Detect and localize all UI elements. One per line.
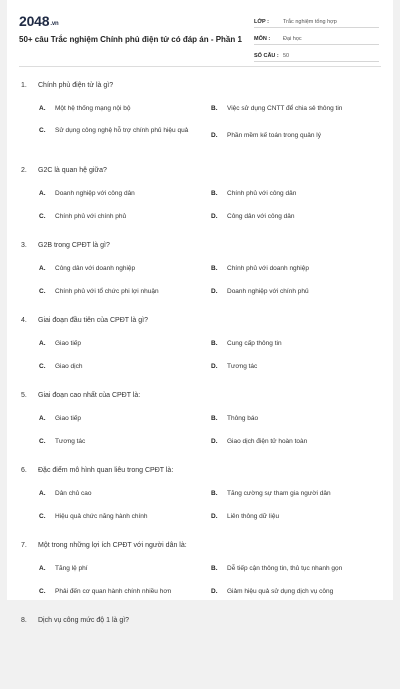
option-d[interactable] <box>211 512 279 521</box>
question-number: 3. <box>21 242 27 249</box>
option-letter: D. <box>211 513 218 520</box>
option-b[interactable] <box>211 489 331 498</box>
question-number: 8. <box>21 617 27 624</box>
option-text: Cung cấp thông tin <box>227 340 282 347</box>
document-header <box>7 0 393 66</box>
question-prompt: G2B trong CPĐT là gì? <box>38 242 110 249</box>
option-c[interactable] <box>39 437 85 446</box>
option-d[interactable] <box>211 437 307 446</box>
option-letter: B. <box>211 565 218 572</box>
option-text: Dễ tiếp cận thông tin, thủ tục nhanh gọn <box>227 565 343 572</box>
option-b[interactable] <box>211 104 342 113</box>
option-b[interactable] <box>211 564 342 573</box>
option-text: Chính phủ với tổ chức phi lợi nhuận <box>55 288 159 295</box>
question-number: 7. <box>21 542 27 549</box>
option-letter: B. <box>211 415 218 422</box>
option-d[interactable] <box>211 212 295 221</box>
option-c[interactable] <box>39 362 82 371</box>
option-text: Chính phủ với doanh nghiệp <box>227 265 309 272</box>
option-letter: A. <box>39 340 46 347</box>
meta-label: MÔN : <box>254 36 271 42</box>
question-list <box>7 79 393 689</box>
meta-label: SỐ CÂU : <box>254 53 279 59</box>
question-2 <box>7 164 393 239</box>
question-5 <box>7 389 393 464</box>
option-text: Giao dịch điện tử hoàn toàn <box>227 438 308 445</box>
option-text: Tăng lệ phí <box>55 565 88 572</box>
question-number: 1. <box>21 82 27 89</box>
option-text: Tương tác <box>227 363 258 370</box>
question-8 <box>7 614 393 689</box>
meta-row-count <box>254 47 379 62</box>
question-7 <box>7 539 393 614</box>
meta-value: Đại học <box>283 36 302 42</box>
option-text: Công dân với doanh nghiệp <box>55 265 136 272</box>
option-c[interactable] <box>39 587 171 596</box>
question-4 <box>7 314 393 389</box>
option-text: Tăng cường sự tham gia người dân <box>227 490 331 497</box>
option-letter: C. <box>39 213 46 220</box>
option-letter: A. <box>39 190 46 197</box>
option-text: Chính phủ với công dân <box>227 190 297 197</box>
option-text: Hiệu quả chức năng hành chính <box>55 513 148 520</box>
option-text: Một hệ thống mạng nội bộ <box>55 105 131 112</box>
header-divider <box>19 66 381 67</box>
meta-row-class <box>254 13 379 28</box>
option-letter: C. <box>39 363 46 370</box>
option-a[interactable] <box>39 189 135 198</box>
option-a[interactable] <box>39 564 88 573</box>
option-b[interactable] <box>211 264 309 273</box>
question-number: 5. <box>21 392 27 399</box>
option-letter: B. <box>211 105 218 112</box>
option-c[interactable] <box>39 126 195 135</box>
option-letter: C. <box>39 288 46 295</box>
logo-text: 2048 <box>19 13 50 29</box>
option-c[interactable] <box>39 212 126 221</box>
option-text: Doanh nghiệp với công dân <box>55 190 135 197</box>
meta-label: LỚP : <box>254 19 269 25</box>
option-letter: A. <box>39 105 46 112</box>
document-meta <box>254 13 379 64</box>
option-b[interactable] <box>211 414 258 423</box>
option-letter: A. <box>39 415 46 422</box>
option-d[interactable] <box>211 131 321 140</box>
meta-row-subject <box>254 30 379 45</box>
question-text <box>21 464 393 478</box>
option-letter: D. <box>211 438 218 445</box>
option-letter: D. <box>211 588 218 595</box>
question-1 <box>7 79 393 164</box>
question-prompt: Dịch vụ công mức độ 1 là gì? <box>38 617 130 624</box>
option-c[interactable] <box>39 512 148 521</box>
option-letter: C. <box>39 127 46 134</box>
logo-domain: .vn <box>50 21 59 27</box>
option-text: Dân chủ cao <box>55 490 92 497</box>
option-letter: D. <box>211 288 218 295</box>
question-text <box>21 539 393 553</box>
question-6 <box>7 464 393 539</box>
option-b[interactable] <box>211 339 282 348</box>
option-letter: B. <box>211 340 218 347</box>
question-prompt: Đặc điểm mô hình quan liêu trong CPĐT là: <box>38 467 174 474</box>
question-3 <box>7 239 393 314</box>
option-c[interactable] <box>39 287 159 296</box>
option-letter: B. <box>211 190 218 197</box>
option-letter: B. <box>211 265 218 272</box>
question-number: 6. <box>21 467 27 474</box>
question-prompt: Giai đoạn cao nhất của CPĐT là: <box>38 392 141 399</box>
option-letter: D. <box>211 363 218 370</box>
question-text <box>21 389 393 403</box>
document-title: 50+ câu Trắc nghiệm Chính phủ điện tử có đáp án - Phần 1 <box>19 35 242 44</box>
option-d[interactable] <box>211 287 309 296</box>
question-number: 2. <box>21 167 27 174</box>
option-letter: C. <box>39 438 46 445</box>
document-page <box>7 0 393 624</box>
option-letter: D. <box>211 132 218 139</box>
option-letter: A. <box>39 565 46 572</box>
option-letter: B. <box>211 490 218 497</box>
question-text <box>21 314 393 328</box>
option-text: Giao dịch <box>55 363 83 370</box>
option-text: Chính phủ với chính phủ <box>55 213 127 220</box>
option-text: Việc sử dụng CNTT để chia sẻ thông tin <box>227 105 343 112</box>
site-logo[interactable] <box>19 13 58 29</box>
question-prompt: Chính phủ điện tử là gì? <box>38 82 114 89</box>
option-text: Giao tiếp <box>55 415 82 422</box>
option-text: Doanh nghiệp với chính phủ <box>227 288 309 295</box>
question-number: 4. <box>21 317 27 324</box>
option-text: Giảm hiệu quả sử dụng dịch vụ công <box>227 588 334 595</box>
option-text: Phần mềm kế toán trong quản lý <box>227 132 321 139</box>
option-text: Tương tác <box>55 438 86 445</box>
option-letter: A. <box>39 265 46 272</box>
option-a[interactable] <box>39 264 135 273</box>
option-text: Thông báo <box>227 415 259 422</box>
meta-value: 50 <box>283 53 290 59</box>
option-a[interactable] <box>39 104 131 113</box>
option-b[interactable] <box>211 189 296 198</box>
option-letter: C. <box>39 513 46 520</box>
option-d[interactable] <box>211 362 257 371</box>
option-text: Phải đến cơ quan hành chính nhiều hơn <box>55 588 172 595</box>
question-prompt: Một trong những lợi ích CPĐT với người dân là: <box>38 542 187 549</box>
option-letter: A. <box>39 490 46 497</box>
option-text: Giao tiếp <box>55 340 82 347</box>
option-a[interactable] <box>39 339 81 348</box>
meta-value: Trắc nghiệm tổng hợp <box>283 19 337 25</box>
option-letter: D. <box>211 213 218 220</box>
question-prompt: Giai đoạn đầu tiên của CPĐT là gì? <box>38 317 148 324</box>
option-text: Sử dụng công nghệ hỗ trợ chính phủ hiệu quả <box>55 127 189 134</box>
option-a[interactable] <box>39 489 92 498</box>
question-text <box>21 164 393 178</box>
question-text <box>21 79 393 93</box>
option-d[interactable] <box>211 587 333 596</box>
option-a[interactable] <box>39 414 81 423</box>
question-text <box>21 614 393 628</box>
option-text: Công dân với công dân <box>227 213 295 220</box>
question-prompt: G2C là quan hệ giữa? <box>38 167 107 174</box>
option-letter: C. <box>39 588 46 595</box>
question-text <box>21 239 393 253</box>
option-text: Liên thông dữ liệu <box>227 513 280 520</box>
